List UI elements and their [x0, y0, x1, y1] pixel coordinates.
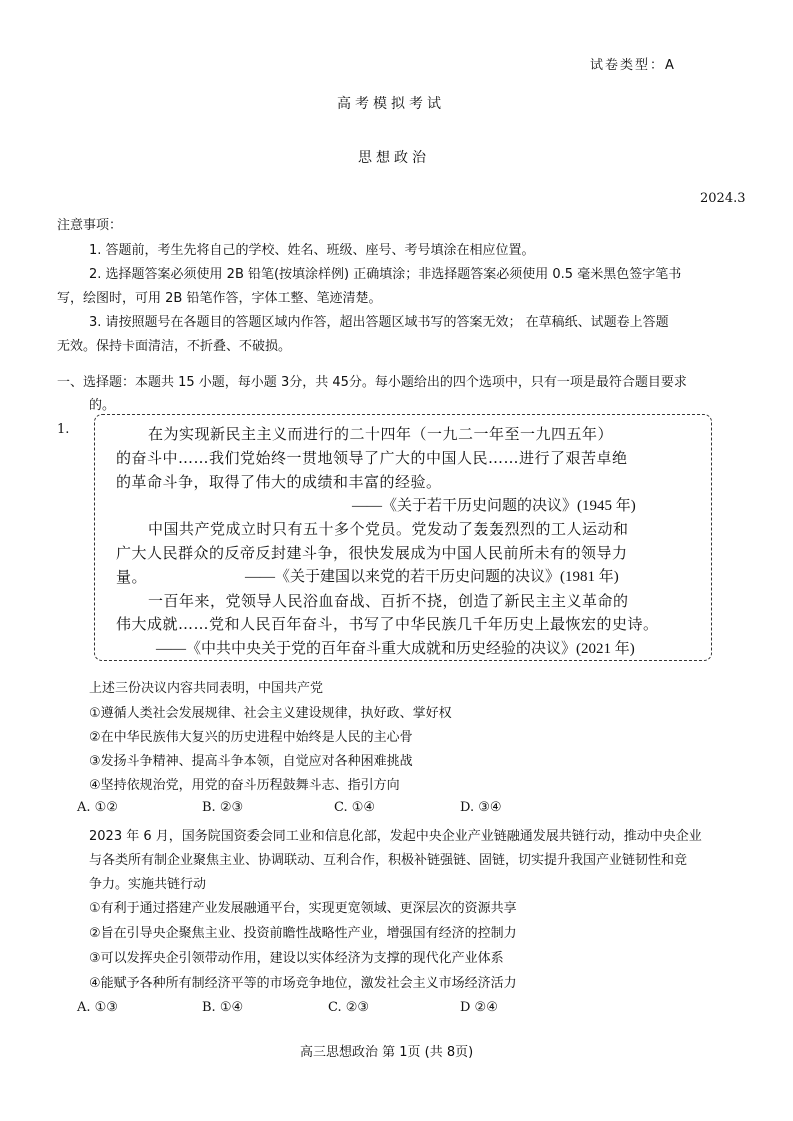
- notice-heading: 注意事项：: [57, 218, 123, 233]
- material-p2-line-2: 广大人民群众的反帝反封建斗争，很快发展成为中国人民前所未有的领导力: [116, 544, 628, 562]
- question-1-statement-1: ①遵循人类社会发展规律、社会主义建设规律，执好政、掌好权: [89, 706, 452, 721]
- material-p1-line-3: 的革命斗争，取得了伟大的成绩和丰富的经验。: [116, 473, 442, 491]
- question-2-statement-4: ④能赋予各种所有制经济平等的市场竞争地位，激发社会主义市场经济活力: [89, 976, 517, 991]
- material-p1-source: ——《关于若干历史问题的决议》(1945 年): [352, 498, 636, 514]
- material-p2-line-3: 量。: [116, 568, 148, 586]
- question-1-stem: 上述三份决议内容共同表明，中国共产党: [89, 681, 324, 696]
- section-heading-line-2: 的。: [89, 398, 116, 413]
- exam-date: 2024.3: [700, 191, 746, 206]
- material-p1-line-2: 的奋斗中……我们党始终一贯地领导了广大的中国人民……进行了艰苦卓绝: [116, 449, 628, 467]
- subject-title: 思想政治: [358, 150, 430, 166]
- question-2-statement-3: ③可以发挥央企引领带动作用，建设以实体经济为支撑的现代化产业体系: [89, 951, 504, 966]
- notice-item-3-line-2: 无效。保持卡面清洁，不折叠、不破损。: [57, 339, 292, 354]
- notice-item-2-line-1: 2. 选择题答案必须使用 2B 铅笔(按填涂样例) 正确填涂；非选择题答案必须使用 0.5 毫米黑色签字笔书: [89, 267, 682, 282]
- question-2-stem-line-2: 与各类所有制企业聚焦主业、协调联动、互利合作，积极补链强链、固链，切实提升我国产业链韧性和竞: [89, 853, 688, 868]
- material-p3-source: ——《中共中央关于党的百年奋斗重大成就和历史经验的决议》(2021 年): [156, 641, 635, 657]
- question-1-statement-2: ②在中华民族伟大复兴的历史进程中始终是人民的主心骨: [89, 730, 413, 745]
- material-p3-line-1: 一百年来，党领导人民浴血奋战、百折不挠，创造了新民主主义革命的: [148, 592, 629, 610]
- section-heading-line-1: 一、选择题：本题共 15 小题，每小题 3分，共 45分。每小题给出的四个选项中，只有一项是最符合题目要求: [57, 375, 687, 390]
- notice-item-3-line-1: 3. 请按照题号在各题目的答题区域内作答，超出答题区域书写的答案无效； 在草稿纸、试题卷上答题: [89, 315, 669, 330]
- question-1-option-a[interactable]: A. ①②: [77, 800, 118, 815]
- question-1-statement-4: ④坚持依规治党，用党的奋斗历程鼓舞斗志、指引方向: [89, 778, 400, 793]
- question-2-option-a[interactable]: A. ①③: [77, 1000, 118, 1015]
- question-1-option-b[interactable]: B. ②③: [202, 800, 244, 815]
- material-p3-line-2: 伟大成就……党和人民百年奋斗，书写了中华民族几千年历史上最恢宏的史诗。: [116, 615, 659, 633]
- question-2-option-c[interactable]: C. ②③: [328, 1000, 370, 1015]
- question-2-option-b[interactable]: B. ①④: [202, 1000, 244, 1015]
- question-2-stem-line-3: 争力。实施共链行动: [89, 877, 207, 892]
- question-1-number: 1.: [57, 422, 70, 437]
- paper-type-label: 试卷类型：A: [590, 58, 676, 73]
- notice-item-2-line-2: 写，绘图时，可用 2B 铅笔作答，字体工整、笔迹清楚。: [57, 291, 382, 306]
- material-p1-line-1: 在为实现新民主主义而进行的二十四年（一九二一年至一九四五年）: [148, 425, 614, 443]
- page-footer: 高三思想政治 第 1页 (共 8页): [300, 1045, 474, 1060]
- question-2-stem-line-1: 2023 年 6 月，国务院国资委会同工业和信息化部，发起中央企业产业链融通发展共链行动，推动中央企业: [89, 829, 702, 844]
- material-p2-source: ——《关于建国以来党的若干历史问题的决议》(1981 年): [245, 569, 619, 585]
- question-1-option-d[interactable]: D. ③④: [460, 800, 502, 815]
- question-1-option-c[interactable]: C. ①④: [334, 800, 376, 815]
- question-2-option-d[interactable]: D ②④: [460, 1000, 498, 1015]
- material-p2-line-1: 中国共产党成立时只有五十多个党员。党发动了轰轰烈烈的工人运动和: [148, 520, 629, 538]
- question-2-statement-1: ①有利于通过搭建产业发展融通平台，实现更宽领域、更深层次的资源共享: [89, 901, 517, 916]
- question-2-statement-2: ②旨在引导央企聚焦主业、投资前瞻性战略性产业，增强国有经济的控制力: [89, 926, 517, 941]
- notice-item-1: 1. 答题前，考生先将自己的学校、姓名、班级、座号、考号填涂在相应位置。: [89, 243, 535, 258]
- exam-title: 高考模拟考试: [337, 96, 445, 112]
- question-1-statement-3: ③发扬斗争精神、提高斗争本领，自觉应对各种困难挑战: [89, 754, 413, 769]
